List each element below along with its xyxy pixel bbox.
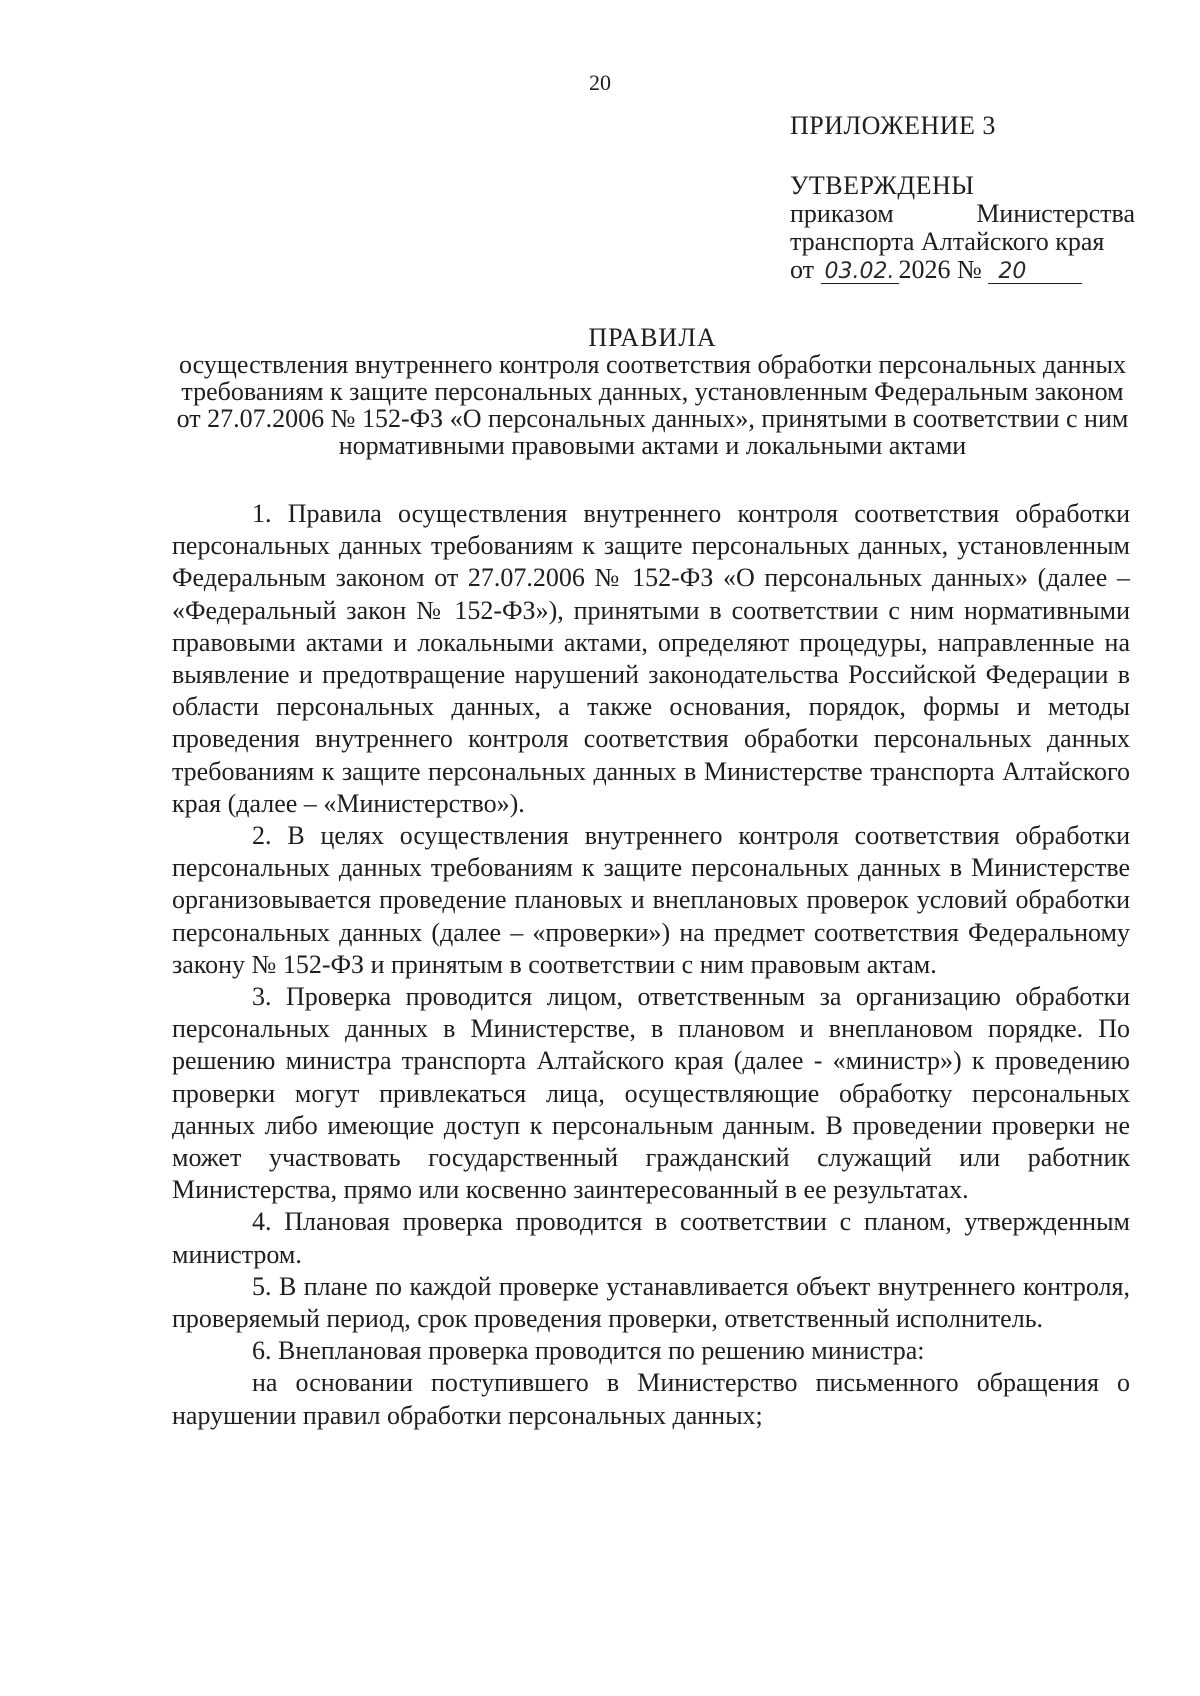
ministry-word: Министерства [976, 199, 1135, 228]
order-word: приказом [790, 199, 894, 228]
handwritten-date: 03.02. [821, 261, 899, 284]
approval-block [790, 112, 1135, 284]
appendix-label: ПРИЛОЖЕНИЕ 3 [790, 111, 996, 140]
paragraph-6-item-1: на основании поступившего в Министерство письменного обращения о нарушении правил обработки персональных данных; [172, 1368, 1130, 1430]
document-title-block [175, 324, 1130, 459]
handwritten-order-number: 20 [988, 261, 1082, 284]
document-subtitle: осуществления внутреннего контроля соответствия обработки персональных данных требованиям к защите персональных данных, установленным Федеральным законом от 27.07.2006 № 152-ФЗ «О персональных данных», принятыми в соответствии с ним нормативными правовыми актами и локальными актами [176, 350, 1129, 460]
paragraph-1: 1. Правила осуществления внутреннего контроля соответствия обработки персональных данных требованиям к защите персональных данных, установленным Федеральным законом от 27.07.2006 № 152-ФЗ «О персональных данных» (далее – «Федеральный закон № 152-ФЗ»), принятыми в соответствии с ним нормативными правовыми актами и локальными актами, определяют процедуры, направленные на выявление и предотвращение нарушений законодательства Российской Федерации в области персональных данных, а также основания, порядок, формы и методы проведения внутреннего контроля соответствия обработки персональных данных требованиям к защите персональных данных в Министерстве транспорта Алтайского края (далее – «Министерство»). [172, 499, 1130, 818]
paragraph-2: 2. В целях осуществления внутреннего контроля соответствия обработки персональных данных требованиям к защите персональных данных в Министерстве организовывается проведение плановых и внеплановых проверок условий обработки персональных данных (далее – «проверки») на предмет соответствия Федеральному закону № 152-ФЗ и принятым в соответствии с ним правовым актам. [172, 821, 1130, 979]
page-number: 20 [589, 70, 611, 95]
document-title: ПРАВИЛА [588, 323, 717, 352]
paragraph-4: 4. Плановая проверка проводится в соответствии с планом, утвержденным министром. [172, 1207, 1130, 1269]
document-body [172, 498, 1130, 1432]
date-prefix: от [790, 255, 815, 284]
order-date-line [790, 256, 1135, 284]
paragraph-5: 5. В плане по каждой проверке устанавливается объект внутреннего контроля, проверяемый период, срок проведения проверки, ответственный исполнитель. [172, 1271, 1130, 1334]
paragraph-6: 6. Внеплановая проверка проводится по решению министра: [252, 1336, 925, 1366]
paragraph-3: 3. Проверка проводится лицом, ответственным за организацию обработки персональных данных в Министерстве, в плановом и внеплановом порядке. По решению министра транспорта Алтайского края (далее - «министр») к проведению проверки могут привлекаться лица, осуществляющие обработку персональных данных либо имеющие доступ к персональным данным. В проведении проверки не может участвовать государственный гражданский служащий или работник Министерства, прямо или косвенно заинтересованный в ее результатах. [172, 982, 1130, 1205]
approved-label: УТВЕРЖДЕНЫ [790, 171, 975, 200]
order-line [790, 200, 1135, 228]
date-year: 2026 № [898, 255, 982, 284]
ministry-name: транспорта Алтайского края [790, 227, 1105, 256]
